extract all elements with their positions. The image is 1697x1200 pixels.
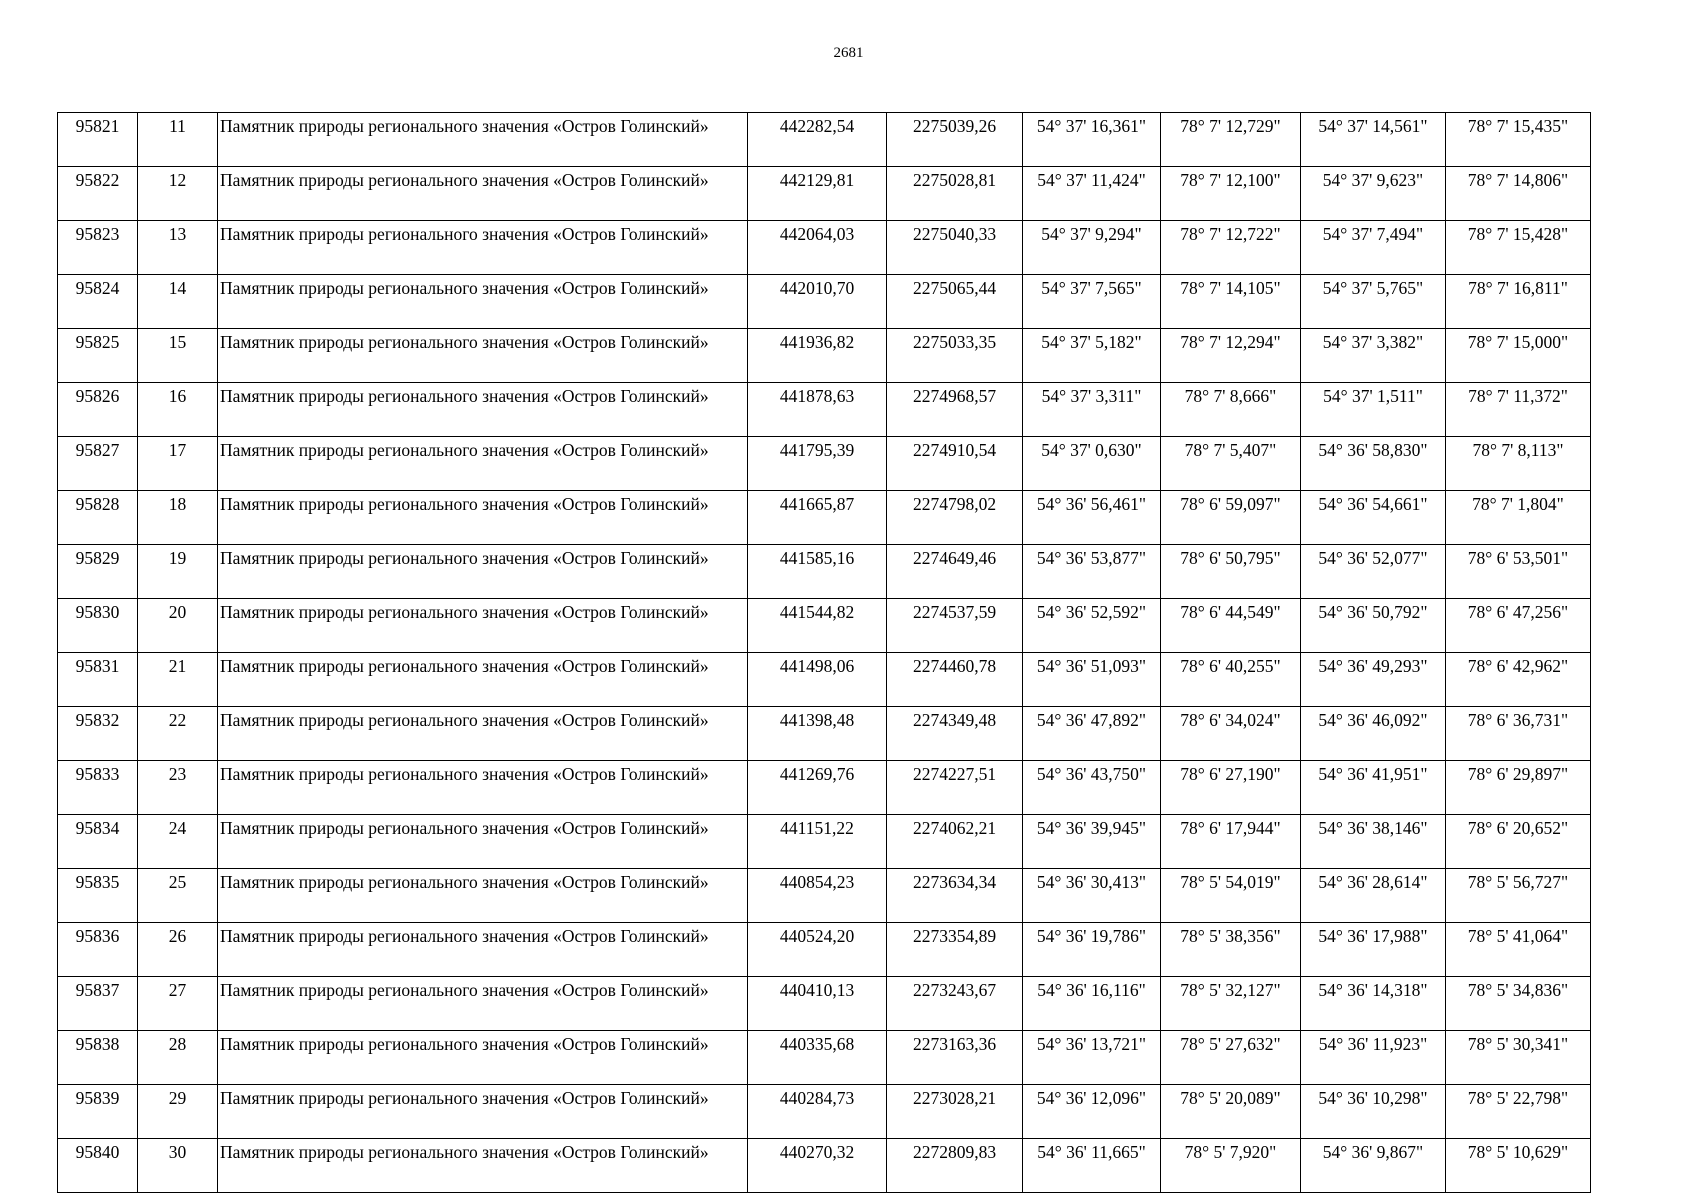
cell-y-coordinate: 2273163,36 — [887, 1031, 1023, 1085]
cell-latitude-1: 54° 36' 19,786" — [1023, 923, 1161, 977]
table-row — [58, 869, 1591, 923]
cell-y-coordinate: 2274349,48 — [887, 707, 1023, 761]
cell-longitude-1: 78° 6' 34,024" — [1161, 707, 1301, 761]
cell-y-coordinate: 2273243,67 — [887, 977, 1023, 1031]
cell-longitude-1: 78° 7' 14,105" — [1161, 275, 1301, 329]
cell-longitude-1: 78° 6' 44,549" — [1161, 599, 1301, 653]
table-row — [58, 1085, 1591, 1139]
cell-longitude-2: 78° 7' 8,113" — [1446, 437, 1591, 491]
page-number: 2681 — [833, 45, 864, 61]
cell-latitude-2: 54° 36' 9,867" — [1301, 1139, 1446, 1193]
cell-latitude-1: 54° 37' 3,311" — [1023, 383, 1161, 437]
cell-y-coordinate: 2275028,81 — [887, 167, 1023, 221]
cell-longitude-2: 78° 7' 15,428" — [1446, 221, 1591, 275]
cell-longitude-2: 78° 5' 10,629" — [1446, 1139, 1591, 1193]
cell-point-number: 12 — [138, 167, 218, 221]
table-row — [58, 977, 1591, 1031]
cell-record-id: 95836 — [58, 923, 138, 977]
cell-latitude-2: 54° 36' 38,146" — [1301, 815, 1446, 869]
cell-latitude-2: 54° 36' 17,988" — [1301, 923, 1446, 977]
cell-point-number: 22 — [138, 707, 218, 761]
cell-x-coordinate: 440410,13 — [748, 977, 887, 1031]
cell-y-coordinate: 2272809,83 — [887, 1139, 1023, 1193]
table-row — [58, 599, 1591, 653]
cell-longitude-2: 78° 5' 22,798" — [1446, 1085, 1591, 1139]
table-row — [58, 707, 1591, 761]
table-row — [58, 383, 1591, 437]
cell-object-name: Памятник природы регионального значения «Остров Голинский» — [218, 923, 748, 977]
cell-record-id: 95829 — [58, 545, 138, 599]
cell-latitude-1: 54° 37' 11,424" — [1023, 167, 1161, 221]
cell-y-coordinate: 2273354,89 — [887, 923, 1023, 977]
table-row — [58, 653, 1591, 707]
cell-record-id: 95830 — [58, 599, 138, 653]
cell-y-coordinate: 2275039,26 — [887, 113, 1023, 167]
cell-latitude-1: 54° 37' 0,630" — [1023, 437, 1161, 491]
table-row — [58, 113, 1591, 167]
cell-record-id: 95833 — [58, 761, 138, 815]
cell-longitude-1: 78° 7' 12,729" — [1161, 113, 1301, 167]
cell-latitude-1: 54° 36' 47,892" — [1023, 707, 1161, 761]
cell-longitude-2: 78° 5' 30,341" — [1446, 1031, 1591, 1085]
cell-latitude-1: 54° 36' 30,413" — [1023, 869, 1161, 923]
cell-record-id: 95838 — [58, 1031, 138, 1085]
cell-longitude-1: 78° 6' 27,190" — [1161, 761, 1301, 815]
cell-latitude-2: 54° 36' 49,293" — [1301, 653, 1446, 707]
cell-longitude-2: 78° 7' 15,435" — [1446, 113, 1591, 167]
cell-object-name: Памятник природы регионального значения «Остров Голинский» — [218, 869, 748, 923]
cell-latitude-2: 54° 36' 41,951" — [1301, 761, 1446, 815]
table-row — [58, 1031, 1591, 1085]
cell-longitude-2: 78° 6' 29,897" — [1446, 761, 1591, 815]
table-row — [58, 275, 1591, 329]
cell-x-coordinate: 442064,03 — [748, 221, 887, 275]
cell-longitude-2: 78° 5' 34,836" — [1446, 977, 1591, 1031]
cell-point-number: 11 — [138, 113, 218, 167]
table-row — [58, 815, 1591, 869]
cell-point-number: 17 — [138, 437, 218, 491]
cell-point-number: 19 — [138, 545, 218, 599]
cell-y-coordinate: 2275033,35 — [887, 329, 1023, 383]
cell-record-id: 95828 — [58, 491, 138, 545]
cell-x-coordinate: 441498,06 — [748, 653, 887, 707]
cell-object-name: Памятник природы регионального значения «Остров Голинский» — [218, 1139, 748, 1193]
cell-y-coordinate: 2274649,46 — [887, 545, 1023, 599]
cell-object-name: Памятник природы регионального значения «Остров Голинский» — [218, 653, 748, 707]
cell-latitude-1: 54° 36' 53,877" — [1023, 545, 1161, 599]
cell-latitude-2: 54° 37' 7,494" — [1301, 221, 1446, 275]
cell-y-coordinate: 2275040,33 — [887, 221, 1023, 275]
cell-record-id: 95831 — [58, 653, 138, 707]
cell-point-number: 27 — [138, 977, 218, 1031]
cell-record-id: 95821 — [58, 113, 138, 167]
cell-longitude-2: 78° 6' 47,256" — [1446, 599, 1591, 653]
coordinates-table — [57, 112, 1591, 1193]
table-row — [58, 545, 1591, 599]
cell-longitude-1: 78° 6' 50,795" — [1161, 545, 1301, 599]
cell-longitude-2: 78° 6' 42,962" — [1446, 653, 1591, 707]
cell-object-name: Памятник природы регионального значения «Остров Голинский» — [218, 977, 748, 1031]
cell-latitude-1: 54° 37' 16,361" — [1023, 113, 1161, 167]
cell-longitude-2: 78° 7' 16,811" — [1446, 275, 1591, 329]
cell-record-id: 95822 — [58, 167, 138, 221]
table-row — [58, 1139, 1591, 1193]
cell-longitude-1: 78° 5' 54,019" — [1161, 869, 1301, 923]
cell-object-name: Памятник природы регионального значения «Остров Голинский» — [218, 167, 748, 221]
cell-object-name: Памятник природы регионального значения «Остров Голинский» — [218, 437, 748, 491]
cell-latitude-1: 54° 36' 13,721" — [1023, 1031, 1161, 1085]
cell-record-id: 95832 — [58, 707, 138, 761]
cell-y-coordinate: 2274460,78 — [887, 653, 1023, 707]
cell-longitude-2: 78° 7' 14,806" — [1446, 167, 1591, 221]
cell-longitude-1: 78° 6' 17,944" — [1161, 815, 1301, 869]
cell-longitude-1: 78° 5' 27,632" — [1161, 1031, 1301, 1085]
cell-point-number: 26 — [138, 923, 218, 977]
cell-latitude-1: 54° 36' 56,461" — [1023, 491, 1161, 545]
cell-point-number: 20 — [138, 599, 218, 653]
cell-y-coordinate: 2273634,34 — [887, 869, 1023, 923]
cell-x-coordinate: 440335,68 — [748, 1031, 887, 1085]
cell-point-number: 25 — [138, 869, 218, 923]
cell-object-name: Памятник природы регионального значения «Остров Голинский» — [218, 275, 748, 329]
cell-latitude-2: 54° 36' 54,661" — [1301, 491, 1446, 545]
cell-x-coordinate: 441585,16 — [748, 545, 887, 599]
cell-object-name: Памятник природы регионального значения «Остров Голинский» — [218, 329, 748, 383]
cell-latitude-2: 54° 36' 46,092" — [1301, 707, 1446, 761]
cell-point-number: 28 — [138, 1031, 218, 1085]
cell-latitude-2: 54° 36' 28,614" — [1301, 869, 1446, 923]
cell-latitude-2: 54° 37' 5,765" — [1301, 275, 1446, 329]
cell-x-coordinate: 440854,23 — [748, 869, 887, 923]
cell-x-coordinate: 441269,76 — [748, 761, 887, 815]
cell-point-number: 18 — [138, 491, 218, 545]
cell-latitude-1: 54° 36' 11,665" — [1023, 1139, 1161, 1193]
cell-longitude-1: 78° 5' 7,920" — [1161, 1139, 1301, 1193]
cell-object-name: Памятник природы регионального значения «Остров Голинский» — [218, 383, 748, 437]
cell-object-name: Памятник природы регионального значения «Остров Голинский» — [218, 491, 748, 545]
cell-latitude-2: 54° 37' 14,561" — [1301, 113, 1446, 167]
cell-x-coordinate: 441544,82 — [748, 599, 887, 653]
cell-object-name: Памятник природы регионального значения «Остров Голинский» — [218, 815, 748, 869]
cell-object-name: Памятник природы регионального значения «Остров Голинский» — [218, 1031, 748, 1085]
cell-x-coordinate: 441936,82 — [748, 329, 887, 383]
cell-object-name: Памятник природы регионального значения «Остров Голинский» — [218, 221, 748, 275]
cell-latitude-1: 54° 37' 7,565" — [1023, 275, 1161, 329]
cell-y-coordinate: 2274537,59 — [887, 599, 1023, 653]
cell-x-coordinate: 440270,32 — [748, 1139, 887, 1193]
cell-y-coordinate: 2274910,54 — [887, 437, 1023, 491]
cell-record-id: 95824 — [58, 275, 138, 329]
cell-y-coordinate: 2275065,44 — [887, 275, 1023, 329]
cell-x-coordinate: 441665,87 — [748, 491, 887, 545]
cell-latitude-1: 54° 36' 39,945" — [1023, 815, 1161, 869]
cell-latitude-2: 54° 36' 14,318" — [1301, 977, 1446, 1031]
cell-x-coordinate: 440284,73 — [748, 1085, 887, 1139]
cell-x-coordinate: 442129,81 — [748, 167, 887, 221]
cell-longitude-1: 78° 7' 12,294" — [1161, 329, 1301, 383]
cell-x-coordinate: 442010,70 — [748, 275, 887, 329]
cell-longitude-2: 78° 7' 11,372" — [1446, 383, 1591, 437]
cell-point-number: 13 — [138, 221, 218, 275]
cell-x-coordinate: 441878,63 — [748, 383, 887, 437]
cell-x-coordinate: 441398,48 — [748, 707, 887, 761]
cell-latitude-1: 54° 36' 16,116" — [1023, 977, 1161, 1031]
cell-longitude-2: 78° 6' 20,652" — [1446, 815, 1591, 869]
table-row — [58, 221, 1591, 275]
cell-object-name: Памятник природы регионального значения «Остров Голинский» — [218, 1085, 748, 1139]
cell-record-id: 95839 — [58, 1085, 138, 1139]
cell-record-id: 95840 — [58, 1139, 138, 1193]
cell-object-name: Памятник природы регионального значения «Остров Голинский» — [218, 707, 748, 761]
cell-record-id: 95823 — [58, 221, 138, 275]
cell-longitude-1: 78° 6' 40,255" — [1161, 653, 1301, 707]
cell-x-coordinate: 440524,20 — [748, 923, 887, 977]
cell-longitude-1: 78° 7' 8,666" — [1161, 383, 1301, 437]
table-row — [58, 923, 1591, 977]
cell-latitude-1: 54° 36' 12,096" — [1023, 1085, 1161, 1139]
cell-latitude-1: 54° 36' 43,750" — [1023, 761, 1161, 815]
cell-longitude-1: 78° 7' 12,100" — [1161, 167, 1301, 221]
table-body — [58, 113, 1591, 1193]
cell-x-coordinate: 441795,39 — [748, 437, 887, 491]
cell-object-name: Памятник природы регионального значения «Остров Голинский» — [218, 599, 748, 653]
cell-longitude-1: 78° 7' 5,407" — [1161, 437, 1301, 491]
cell-latitude-2: 54° 36' 50,792" — [1301, 599, 1446, 653]
cell-x-coordinate: 441151,22 — [748, 815, 887, 869]
cell-point-number: 15 — [138, 329, 218, 383]
cell-latitude-2: 54° 36' 10,298" — [1301, 1085, 1446, 1139]
cell-point-number: 21 — [138, 653, 218, 707]
cell-object-name: Памятник природы регионального значения «Остров Голинский» — [218, 113, 748, 167]
table-row — [58, 167, 1591, 221]
cell-longitude-2: 78° 7' 1,804" — [1446, 491, 1591, 545]
cell-object-name: Памятник природы регионального значения «Остров Голинский» — [218, 761, 748, 815]
cell-point-number: 14 — [138, 275, 218, 329]
cell-longitude-2: 78° 6' 53,501" — [1446, 545, 1591, 599]
cell-y-coordinate: 2273028,21 — [887, 1085, 1023, 1139]
cell-record-id: 95827 — [58, 437, 138, 491]
cell-latitude-2: 54° 37' 9,623" — [1301, 167, 1446, 221]
cell-longitude-2: 78° 7' 15,000" — [1446, 329, 1591, 383]
table-row — [58, 761, 1591, 815]
table-row — [58, 437, 1591, 491]
cell-latitude-1: 54° 36' 51,093" — [1023, 653, 1161, 707]
cell-longitude-2: 78° 5' 41,064" — [1446, 923, 1591, 977]
cell-y-coordinate: 2274798,02 — [887, 491, 1023, 545]
cell-point-number: 24 — [138, 815, 218, 869]
cell-record-id: 95826 — [58, 383, 138, 437]
cell-x-coordinate: 442282,54 — [748, 113, 887, 167]
cell-record-id: 95834 — [58, 815, 138, 869]
cell-latitude-2: 54° 36' 11,923" — [1301, 1031, 1446, 1085]
cell-longitude-1: 78° 5' 20,089" — [1161, 1085, 1301, 1139]
cell-point-number: 30 — [138, 1139, 218, 1193]
cell-latitude-2: 54° 37' 3,382" — [1301, 329, 1446, 383]
table-row — [58, 491, 1591, 545]
cell-record-id: 95835 — [58, 869, 138, 923]
cell-y-coordinate: 2274227,51 — [887, 761, 1023, 815]
cell-record-id: 95825 — [58, 329, 138, 383]
cell-y-coordinate: 2274968,57 — [887, 383, 1023, 437]
cell-point-number: 29 — [138, 1085, 218, 1139]
cell-point-number: 16 — [138, 383, 218, 437]
cell-latitude-2: 54° 36' 58,830" — [1301, 437, 1446, 491]
cell-longitude-1: 78° 7' 12,722" — [1161, 221, 1301, 275]
cell-y-coordinate: 2274062,21 — [887, 815, 1023, 869]
cell-longitude-2: 78° 5' 56,727" — [1446, 869, 1591, 923]
cell-latitude-1: 54° 37' 5,182" — [1023, 329, 1161, 383]
cell-longitude-1: 78° 5' 38,356" — [1161, 923, 1301, 977]
cell-longitude-1: 78° 6' 59,097" — [1161, 491, 1301, 545]
cell-latitude-2: 54° 37' 1,511" — [1301, 383, 1446, 437]
cell-longitude-2: 78° 6' 36,731" — [1446, 707, 1591, 761]
cell-latitude-1: 54° 37' 9,294" — [1023, 221, 1161, 275]
cell-object-name: Памятник природы регионального значения «Остров Голинский» — [218, 545, 748, 599]
cell-latitude-2: 54° 36' 52,077" — [1301, 545, 1446, 599]
cell-latitude-1: 54° 36' 52,592" — [1023, 599, 1161, 653]
table-row — [58, 329, 1591, 383]
cell-longitude-1: 78° 5' 32,127" — [1161, 977, 1301, 1031]
cell-record-id: 95837 — [58, 977, 138, 1031]
cell-point-number: 23 — [138, 761, 218, 815]
